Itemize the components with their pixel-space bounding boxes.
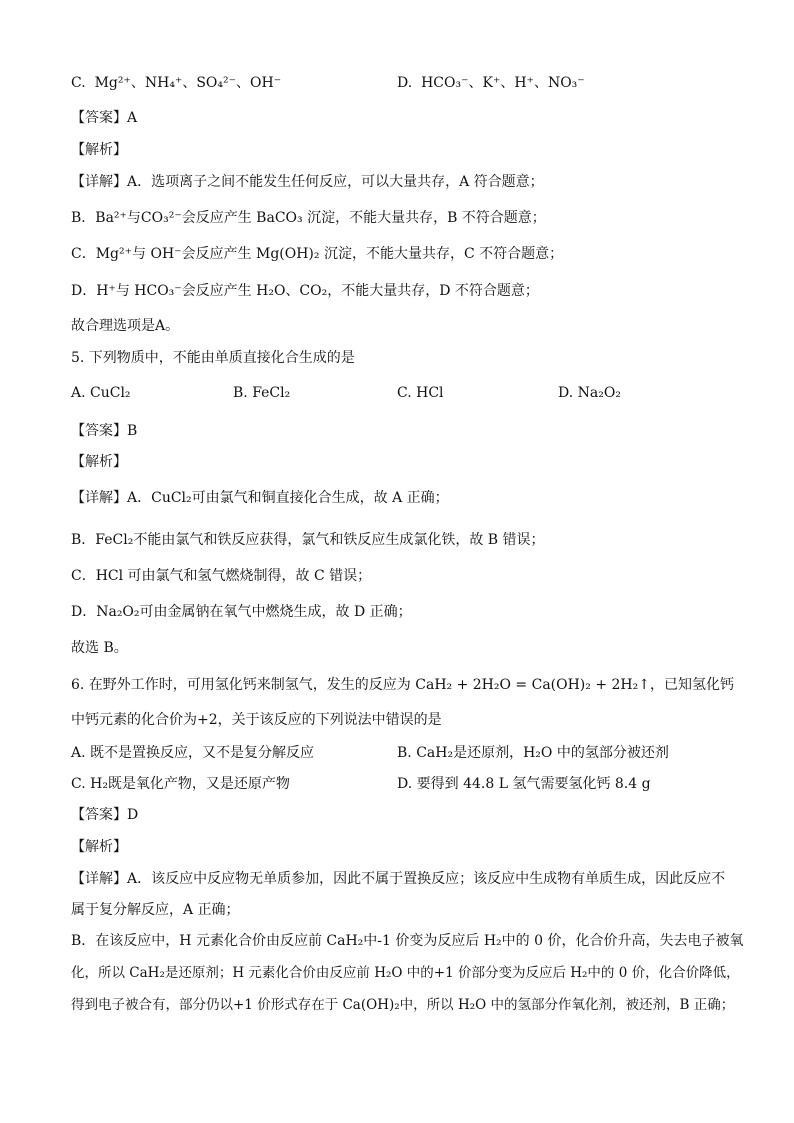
- q4-detail-b: B．Ba²⁺与CO₃²⁻会反应产生 BaCO₃ 沉淀，不能大量共存，B 不符合题意；: [71, 210, 546, 226]
- q5-option-a: A. CuCl₂: [71, 385, 131, 401]
- q4-answer: 【答案】A: [71, 110, 138, 126]
- q6-option-a: A. 既不是置换反应，又不是复分解反应: [71, 745, 315, 761]
- q4-detail-d: D．H⁺与 HCO₃⁻会反应产生 H₂O、CO₂，不能大量共存，D 不符合题意；: [71, 283, 539, 299]
- q6-detail-line3: B．在该反应中，H 元素化合价由反应前 CaH₂中-1 价变为反应后 H₂中的 0 价，化合价升高，失去电子被氧: [71, 933, 744, 949]
- q6-detail-line5: 得到电子被合有，部分仍以+1 价形式存在于 Ca(OH)₂中，所以 H₂O 中的氢部分作氧化剂，被还剂，B 正确；: [71, 997, 735, 1013]
- q6-option-c: C. H₂既是氧化产物，又是还原产物: [71, 776, 290, 792]
- q4-option-c: C. Mg²⁺、NH₄⁺、SO₄²⁻、OH⁻: [71, 75, 282, 91]
- q5-detail-a: 【详解】A．CuCl₂可由氯气和铜直接化合生成，故 A 正确；: [71, 490, 449, 506]
- q5-detail-b: B．FeCl₂不能由氯气和铁反应获得，氯气和铁反应生成氯化铁，故 B 错误；: [71, 532, 545, 548]
- q6-option-b: B. CaH₂是还原剂，H₂O 中的氢部分被还剂: [397, 745, 669, 761]
- q5-answer: 【答案】B: [71, 423, 138, 439]
- q5-analysis-tag: 【解析】: [71, 454, 127, 470]
- q4-analysis-tag: 【解析】: [71, 142, 127, 158]
- q5-option-b: B. FeCl₂: [233, 385, 291, 401]
- q4-detail-a: 【详解】A．选项离子之间不能发生任何反应，可以大量共存，A 符合题意；: [71, 174, 544, 190]
- q5-conclusion: 故选 B。: [71, 640, 128, 656]
- q5-option-d: D. Na₂O₂: [558, 385, 621, 401]
- q6-detail-line4: 化，所以 CaH₂是还原剂；H 元素化合价由反应前 H₂O 中的+1 价部分变为反应后 H₂中的 0 价，化合价降低，: [71, 965, 740, 981]
- q6-option-d: D. 要得到 44.8 L 氢气需要氢化钙 8.4 g: [397, 776, 651, 792]
- q4-conclusion: 故合理选项是A。: [71, 318, 180, 334]
- q5-detail-d: D．Na₂O₂可由金属钠在氧气中燃烧生成，故 D 正确；: [71, 604, 412, 620]
- q6-detail-line2: 属于复分解反应，A 正确；: [71, 902, 240, 918]
- q5-detail-c: C．HCl 可由氯气和氢气燃烧制得，故 C 错误；: [71, 568, 372, 584]
- q4-option-d: D. HCO₃⁻、K⁺、H⁺、NO₃⁻: [397, 75, 585, 91]
- q6-answer: 【答案】D: [71, 807, 139, 823]
- q4-detail-c: C．Mg²⁺与 OH⁻会反应产生 Mg(OH)₂ 沉淀，不能大量共存，C 不符合题意；: [71, 246, 564, 262]
- q6-stem-line2: 中钙元素的化合价为+2，关于该反应的下列说法中错误的是: [71, 712, 442, 728]
- q6-analysis-tag: 【解析】: [71, 839, 127, 855]
- q5-stem: 5. 下列物质中，不能由单质直接化合生成的是: [71, 350, 355, 366]
- q6-stem-line1: 6. 在野外工作时，可用氢化钙来制氢气，发生的反应为 CaH₂ + 2H₂O = Ca(OH)₂ + 2H₂↑，已知氢化钙: [71, 677, 734, 693]
- q5-option-c: C. HCl: [397, 385, 444, 401]
- q6-detail-line1: 【详解】A．该反应中反应物无单质参加，因此不属于置换反应；该反应中生成物有单质生成，因此反应不: [71, 871, 726, 887]
